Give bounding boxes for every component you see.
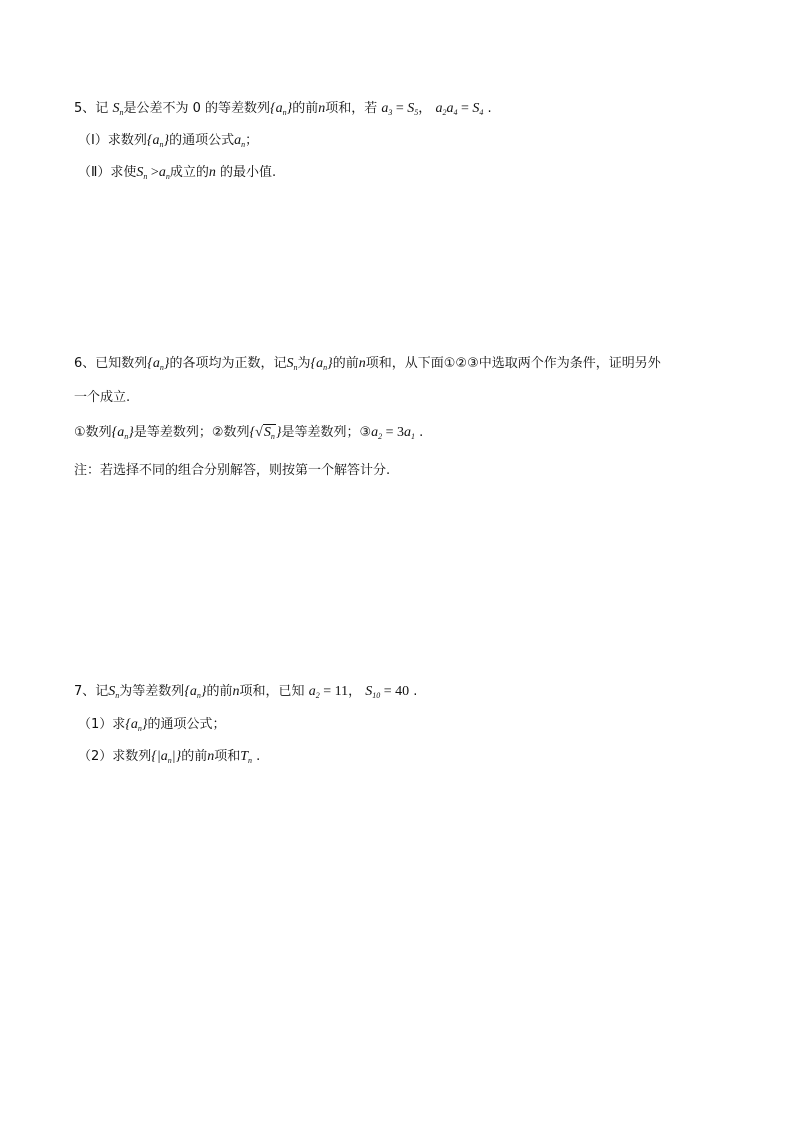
problem-7-part-1: （1）求$\{a_n\}$的通项公式； [78, 717, 226, 733]
problem-6-number: 6、 [74, 356, 96, 371]
problem-6-statement-cont: 一个成立. [74, 390, 131, 405]
problem-6-note: 注：若选择不同的组合分别解答，则按第一个解答计分. [74, 463, 391, 478]
problem-6-statement: 6、已知数列$\{a_n\}$的各项均为正数，记$S_n$为$\{a_n\}$的前n项和，从下面①②③中选取两个作为条件，证明另外 [74, 356, 661, 372]
problem-5-number: 5、 [74, 101, 96, 116]
problem-7-number: 7、 [74, 684, 96, 699]
problem-7-statement: 7、记$S_n$为等差数列$\{a_n\}$的前n项和，已知 $a_2 = 11$， $S_{10} = 40$ . [74, 684, 418, 700]
math-eq2: $a_2a_4 = S_4$ [435, 101, 484, 117]
problem-5-statement: 5、记 $S_n$是公差不为 0 的等差数列$\{a_n\}$的前n项和，若 $a_3 = S_5$， $a_2a_4 = S_4$ . [74, 101, 492, 117]
problem-5-part-1: （Ⅰ）求数列$\{a_n\}$的通项公式$a_n$； [78, 133, 259, 149]
math-eq1: $a_3 = S_5$ [381, 101, 419, 117]
problem-5-part-2: （Ⅱ）求使$S_n >a_n$成立的n 的最小值. [78, 165, 277, 181]
math-sqrt-Sn: $\{√S_n\}$ [249, 425, 282, 441]
problem-7-part-2: （2）求数列$\{|a_n|\}$的前n项和$T_n$ . [78, 749, 261, 765]
problem-6-conditions: ①数列$\{a_n\}$是等差数列；②数列$\{√S_n\}$是等差数列；$③a_2 = 3a_1$ . [74, 425, 424, 441]
math-Sn: $S_n$ [112, 101, 124, 117]
